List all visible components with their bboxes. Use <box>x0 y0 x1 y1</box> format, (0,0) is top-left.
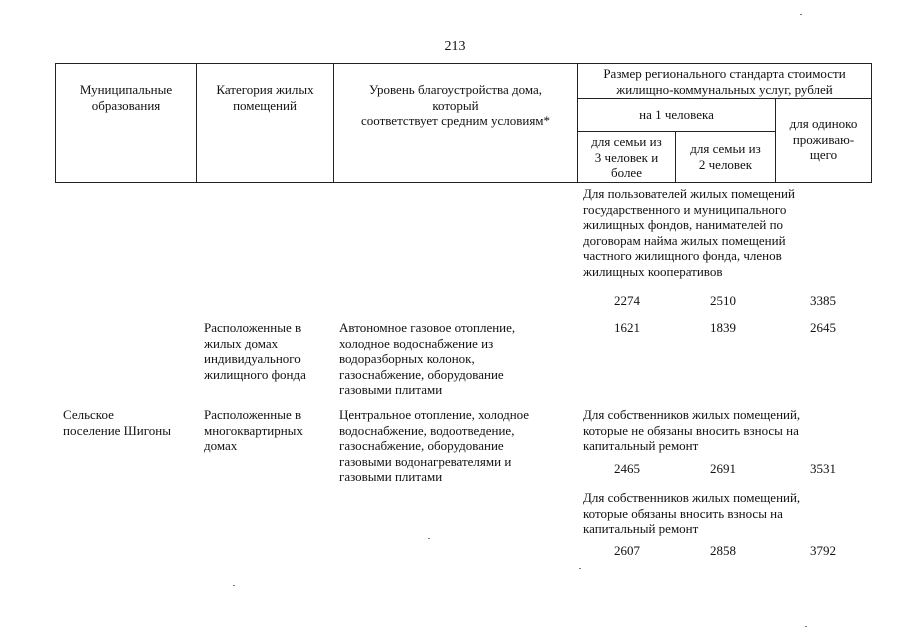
grid-line-standard <box>577 98 872 99</box>
header-per-person: на 1 человека <box>639 107 714 122</box>
grid-line-per-person <box>577 131 775 132</box>
scan-speck <box>233 585 235 586</box>
value-cell: 2645 <box>810 320 836 335</box>
grid-divider-1 <box>196 63 197 183</box>
grid-top-line <box>55 63 872 64</box>
header-category: Категория жилых помещений <box>216 82 314 113</box>
value-cell: 2465 <box>614 461 640 476</box>
scan-speck <box>800 14 802 15</box>
value-cell: 2274 <box>614 293 640 308</box>
header-family-3: для семьи из 3 человек и более <box>591 134 662 180</box>
block-owners-with-fees-text: Для собственников жилых помещений, которые обязаны вносить взносы на капитальный ремонт <box>583 490 801 536</box>
block-owners-no-fees-text: Для собственников жилых помещений, которые не обязаны вносить взносы на капитальный ремонт <box>583 407 801 453</box>
header-family-2: для семьи из 2 человек <box>690 141 761 172</box>
grid-right-line <box>871 63 872 183</box>
value-cell: 2510 <box>710 293 736 308</box>
value-cell: 2607 <box>614 543 640 558</box>
row-apartment-level: Центральное отопление, холодное водоснабжение, водоотведение, газоснабжение, оборудование газовыми водонагревателями и газовыми плитами <box>339 407 530 484</box>
row-apartment-category: Расположенные в многоквартирных домах <box>204 407 303 453</box>
row-individual-category: Расположенные в жилых домах индивидуального жилищного фонда <box>204 320 306 382</box>
grid-left-line <box>55 63 56 183</box>
scan-speck <box>428 538 430 539</box>
value-cell: 1621 <box>614 320 640 335</box>
page-number: 213 <box>444 39 466 54</box>
value-cell: 2691 <box>710 461 736 476</box>
value-cell: 3531 <box>810 461 836 476</box>
header-municipality: Муниципальные образования <box>79 82 173 113</box>
block-state-users-text: Для пользователей жилых помещений государственного и муниципального жилищных фондов, нанимателей по договорам найма жилых помещений частного жилищного фонда, членов жилищных кооперативов <box>583 186 795 279</box>
value-cell: 2858 <box>710 543 736 558</box>
scan-speck <box>579 568 581 569</box>
value-cell: 3792 <box>810 543 836 558</box>
row-individual-level: Автономное газовое отопление, холодное водоснабжение из водоразборных колонок, газоснабжение, оборудование газовыми плитами <box>339 320 516 397</box>
grid-bottom-line <box>55 182 872 183</box>
row-apartment-municipality: Сельское поселение Шигоны <box>63 407 171 438</box>
header-single: для одиноко проживаю- щего <box>789 116 858 162</box>
scan-speck <box>805 626 807 627</box>
value-cell: 3385 <box>810 293 836 308</box>
header-level: Уровень благоустройства дома, который соответствует средним условиям* <box>360 82 551 128</box>
header-standard: Размер регионального стандарта стоимости жилищно-коммунальных услуг, рублей <box>603 66 846 97</box>
value-cell: 1839 <box>710 320 736 335</box>
